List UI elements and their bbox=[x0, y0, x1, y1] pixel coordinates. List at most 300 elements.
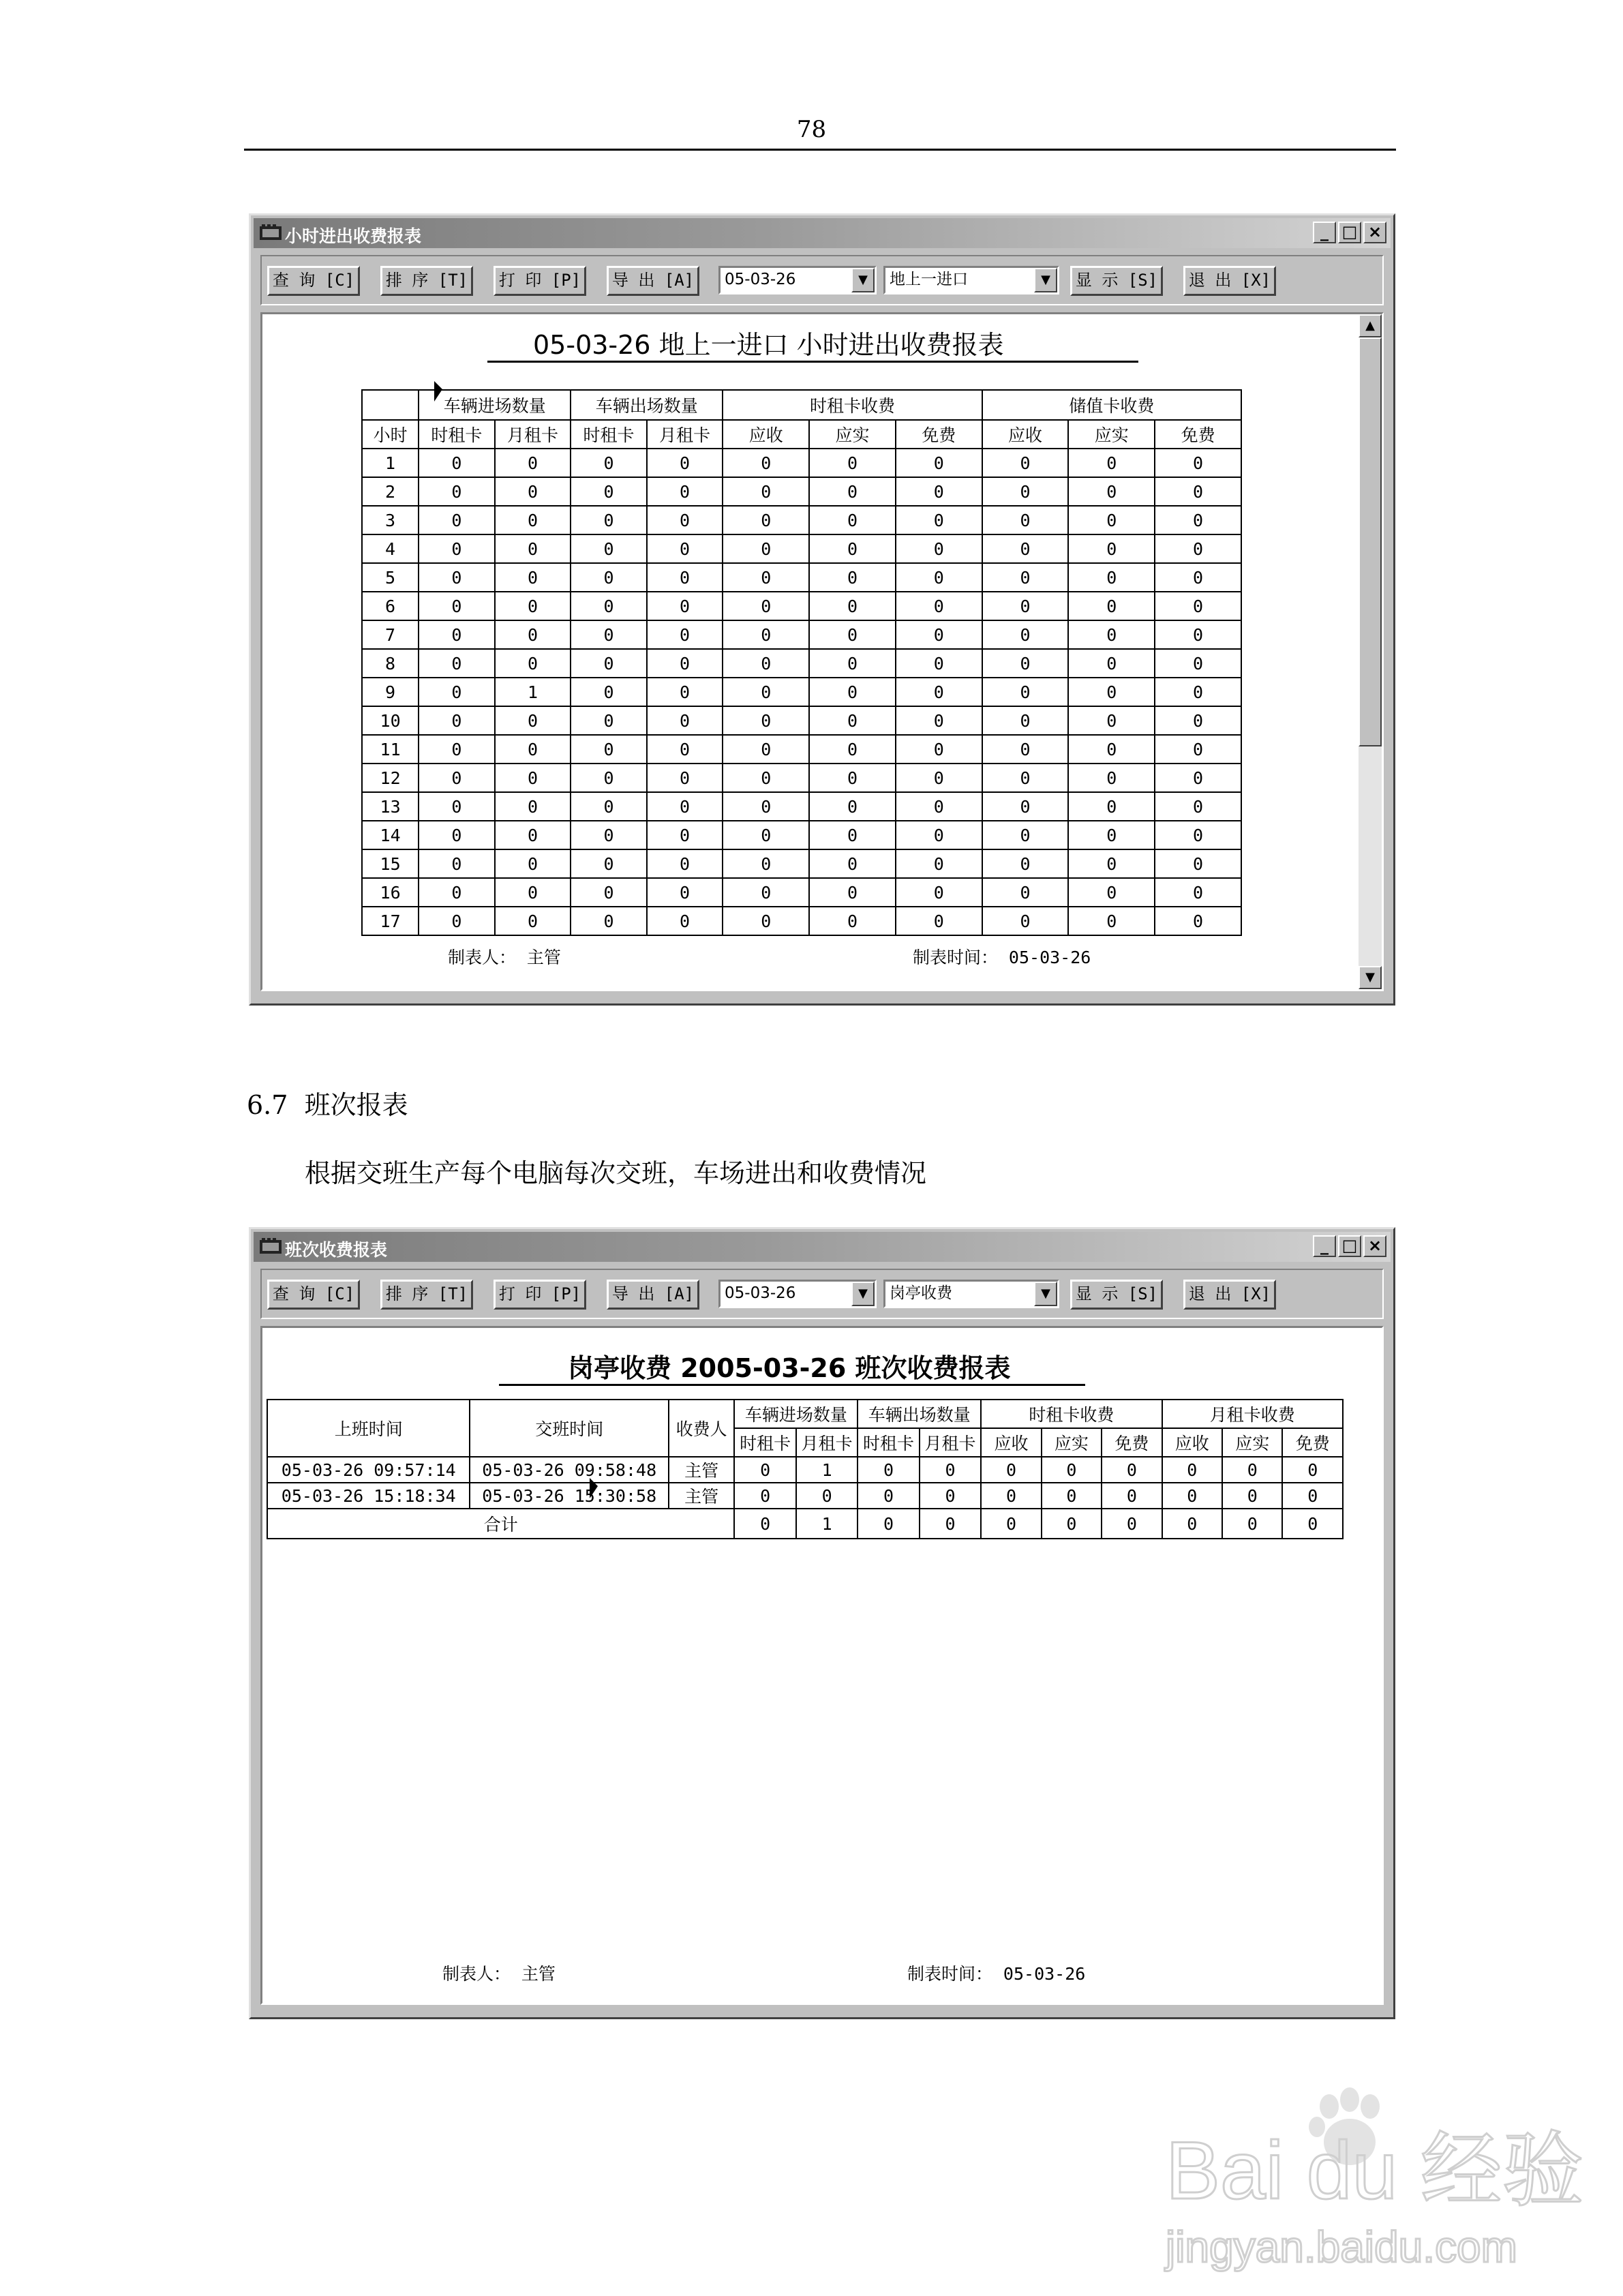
page-number: 78 bbox=[796, 116, 827, 143]
value-cell: 0 bbox=[809, 449, 896, 477]
value-cell: 0 bbox=[419, 821, 495, 849]
group-header: 储值卡收费 bbox=[982, 390, 1241, 420]
maker-footer bbox=[448, 944, 561, 969]
report-title: 岗亭收费 2005-03-26 班次收费报表 bbox=[568, 1353, 1011, 1383]
value-cell: 0 bbox=[647, 506, 723, 534]
value-cell: 0 bbox=[1068, 792, 1155, 821]
dropdown-arrow-icon[interactable]: ▼ bbox=[851, 1282, 875, 1306]
value-cell: 0 bbox=[495, 563, 571, 592]
value-cell: 0 bbox=[647, 678, 723, 706]
start-time-cell: 05-03-26 15:18:34 bbox=[267, 1483, 470, 1509]
sub-header: 月租卡 bbox=[495, 420, 571, 449]
time-value: 05-03-26 bbox=[1008, 948, 1091, 967]
toolbar bbox=[260, 1269, 1384, 1319]
value-cell: 0 bbox=[647, 563, 723, 592]
window-title: 小时进出收费报表 bbox=[285, 226, 422, 246]
header-rule bbox=[244, 149, 1396, 151]
title-bar[interactable] bbox=[254, 218, 1391, 248]
value-cell: 0 bbox=[495, 792, 571, 821]
value-cell: 0 bbox=[858, 1457, 919, 1483]
value-cell: 0 bbox=[1068, 878, 1155, 907]
value-cell: 0 bbox=[495, 735, 571, 764]
value-cell: 0 bbox=[896, 477, 982, 506]
time-footer bbox=[913, 944, 1091, 969]
value-cell: 0 bbox=[571, 764, 647, 792]
vertical-scrollbar[interactable] bbox=[1359, 314, 1382, 989]
value-cell: 0 bbox=[1102, 1457, 1162, 1483]
display-button[interactable]: 显 示 [S] bbox=[1070, 1280, 1163, 1310]
mouse-cursor-icon bbox=[590, 1478, 598, 1498]
location-select-value: 地上一进口 bbox=[890, 271, 968, 288]
sub-header: 小时 bbox=[362, 420, 419, 449]
value-cell: 0 bbox=[1155, 449, 1241, 477]
value-cell: 0 bbox=[1068, 907, 1155, 935]
exit-button[interactable]: 退 出 [X] bbox=[1183, 266, 1276, 296]
group-header: 车辆出场数量 bbox=[858, 1400, 981, 1428]
query-button[interactable]: 查 询 [C] bbox=[267, 1280, 360, 1310]
value-cell: 0 bbox=[419, 563, 495, 592]
value-cell: 0 bbox=[809, 592, 896, 620]
value-cell: 0 bbox=[1068, 620, 1155, 649]
film-app-icon bbox=[259, 1237, 282, 1256]
maker-value: 主管 bbox=[521, 1964, 556, 1984]
value-cell: 0 bbox=[1282, 1483, 1343, 1509]
value-cell: 0 bbox=[896, 907, 982, 935]
value-cell: 0 bbox=[571, 620, 647, 649]
value-cell: 0 bbox=[982, 449, 1069, 477]
value-cell: 0 bbox=[809, 878, 896, 907]
date-select-value: 05-03-26 bbox=[725, 1284, 796, 1302]
scroll-thumb[interactable] bbox=[1359, 337, 1382, 746]
date-select[interactable] bbox=[718, 266, 877, 294]
value-cell: 0 bbox=[419, 878, 495, 907]
column-header: 收费人 bbox=[669, 1400, 734, 1457]
corner-cell bbox=[362, 390, 419, 420]
scroll-down-icon[interactable]: ▼ bbox=[1359, 966, 1382, 989]
value-cell: 0 bbox=[723, 907, 809, 935]
value-cell: 0 bbox=[982, 592, 1069, 620]
film-app-icon bbox=[259, 224, 282, 243]
value-cell: 0 bbox=[982, 878, 1069, 907]
value-cell: 0 bbox=[982, 764, 1069, 792]
group-header: 月租卡收费 bbox=[1162, 1400, 1343, 1428]
table-row bbox=[267, 1483, 1343, 1509]
total-value-cell: 0 bbox=[920, 1509, 981, 1539]
group-header: 时租卡收费 bbox=[981, 1400, 1162, 1428]
value-cell: 0 bbox=[982, 706, 1069, 735]
value-cell: 0 bbox=[896, 649, 982, 678]
table-row bbox=[362, 506, 1241, 534]
sub-header: 应收 bbox=[982, 420, 1069, 449]
table-row bbox=[362, 592, 1241, 620]
value-cell: 0 bbox=[982, 792, 1069, 821]
location-select-value: 岗亭收费 bbox=[890, 1284, 952, 1302]
value-cell: 0 bbox=[982, 620, 1069, 649]
value-cell: 0 bbox=[809, 678, 896, 706]
value-cell: 0 bbox=[571, 563, 647, 592]
value-cell: 0 bbox=[495, 706, 571, 735]
value-cell: 0 bbox=[571, 849, 647, 878]
sub-header: 应收 bbox=[981, 1428, 1041, 1457]
value-cell: 0 bbox=[723, 449, 809, 477]
sub-header: 免费 bbox=[1155, 420, 1241, 449]
hour-cell: 14 bbox=[362, 821, 419, 849]
print-button[interactable]: 打 印 [P] bbox=[494, 266, 586, 296]
value-cell: 0 bbox=[1155, 821, 1241, 849]
value-cell: 0 bbox=[419, 477, 495, 506]
value-cell: 0 bbox=[896, 735, 982, 764]
hour-cell: 13 bbox=[362, 792, 419, 821]
value-cell: 0 bbox=[647, 735, 723, 764]
title-underline bbox=[487, 361, 1138, 363]
table-row bbox=[362, 563, 1241, 592]
hour-cell: 15 bbox=[362, 849, 419, 878]
total-value-cell: 0 bbox=[1102, 1509, 1162, 1539]
table-row bbox=[362, 649, 1241, 678]
sub-header: 月租卡 bbox=[920, 1428, 981, 1457]
value-cell: 0 bbox=[896, 849, 982, 878]
value-cell: 0 bbox=[1068, 849, 1155, 878]
value-cell: 0 bbox=[723, 649, 809, 678]
group-header: 车辆进场数量 bbox=[419, 390, 571, 420]
value-cell: 0 bbox=[495, 506, 571, 534]
column-header: 交班时间 bbox=[470, 1400, 668, 1457]
hour-cell: 1 bbox=[362, 449, 419, 477]
value-cell: 0 bbox=[1222, 1457, 1282, 1483]
window-title: 班次收费报表 bbox=[285, 1240, 388, 1260]
value-cell: 0 bbox=[1155, 620, 1241, 649]
value-cell: 0 bbox=[982, 678, 1069, 706]
display-button[interactable]: 显 示 [S] bbox=[1070, 266, 1163, 296]
print-button[interactable]: 打 印 [P] bbox=[494, 1280, 586, 1310]
export-button[interactable]: 导 出 [A] bbox=[607, 1280, 699, 1310]
table-row bbox=[267, 1457, 1343, 1483]
value-cell: 0 bbox=[495, 449, 571, 477]
value-cell: 0 bbox=[647, 792, 723, 821]
value-cell: 0 bbox=[495, 477, 571, 506]
dropdown-arrow-icon[interactable]: ▼ bbox=[851, 268, 875, 292]
value-cell: 0 bbox=[1222, 1483, 1282, 1509]
title-bar[interactable] bbox=[254, 1232, 1391, 1262]
value-cell: 0 bbox=[419, 506, 495, 534]
hour-cell: 7 bbox=[362, 620, 419, 649]
dropdown-arrow-icon[interactable]: ▼ bbox=[1034, 1282, 1057, 1306]
hour-cell: 9 bbox=[362, 678, 419, 706]
value-cell: 0 bbox=[1155, 706, 1241, 735]
total-value-cell: 1 bbox=[796, 1509, 858, 1539]
value-cell: 0 bbox=[723, 764, 809, 792]
value-cell: 0 bbox=[809, 792, 896, 821]
value-cell: 0 bbox=[647, 849, 723, 878]
value-cell: 0 bbox=[1042, 1483, 1102, 1509]
value-cell: 0 bbox=[1155, 678, 1241, 706]
shift-table bbox=[267, 1399, 1344, 1539]
value-cell: 0 bbox=[495, 764, 571, 792]
table-row bbox=[362, 764, 1241, 792]
value-cell: 0 bbox=[723, 792, 809, 821]
close-button[interactable]: × bbox=[1363, 222, 1386, 243]
value-cell: 0 bbox=[1282, 1457, 1343, 1483]
value-cell: 0 bbox=[1155, 477, 1241, 506]
value-cell: 0 bbox=[571, 592, 647, 620]
total-label: 合计 bbox=[267, 1509, 734, 1539]
toolbar bbox=[260, 255, 1384, 305]
value-cell: 0 bbox=[419, 592, 495, 620]
sub-header: 时租卡 bbox=[734, 1428, 795, 1457]
hour-cell: 2 bbox=[362, 477, 419, 506]
value-cell: 0 bbox=[647, 821, 723, 849]
section-heading bbox=[247, 1084, 408, 1121]
value-cell: 0 bbox=[1162, 1457, 1222, 1483]
value-cell: 0 bbox=[419, 849, 495, 878]
value-cell: 0 bbox=[571, 534, 647, 563]
value-cell: 0 bbox=[571, 477, 647, 506]
value-cell: 0 bbox=[495, 534, 571, 563]
value-cell: 0 bbox=[419, 678, 495, 706]
value-cell: 0 bbox=[1068, 592, 1155, 620]
value-cell: 0 bbox=[896, 534, 982, 563]
value-cell: 0 bbox=[734, 1457, 795, 1483]
value-cell: 0 bbox=[896, 878, 982, 907]
value-cell: 0 bbox=[723, 534, 809, 563]
date-select[interactable] bbox=[718, 1280, 877, 1308]
value-cell: 0 bbox=[1068, 449, 1155, 477]
value-cell: 0 bbox=[809, 506, 896, 534]
sub-header: 应实 bbox=[809, 420, 896, 449]
value-cell: 0 bbox=[723, 878, 809, 907]
watermark-url: jingyan.baidu.com bbox=[1166, 2222, 1517, 2271]
value-cell: 0 bbox=[1162, 1483, 1222, 1509]
maximize-button[interactable]: □ bbox=[1338, 222, 1361, 243]
sub-header: 时租卡 bbox=[571, 420, 647, 449]
value-cell: 0 bbox=[419, 620, 495, 649]
value-cell: 0 bbox=[809, 620, 896, 649]
value-cell: 0 bbox=[419, 907, 495, 935]
date-select-value: 05-03-26 bbox=[725, 271, 796, 288]
table-row bbox=[362, 792, 1241, 821]
value-cell: 0 bbox=[647, 764, 723, 792]
value-cell: 0 bbox=[647, 878, 723, 907]
sub-header: 应收 bbox=[1162, 1428, 1222, 1457]
total-value-cell: 0 bbox=[981, 1509, 1041, 1539]
value-cell: 0 bbox=[419, 534, 495, 563]
location-select[interactable] bbox=[883, 266, 1059, 294]
sub-header: 月租卡 bbox=[796, 1428, 858, 1457]
section-description: 根据交班生产每个电脑每次交班，车场进出和收费情况 bbox=[305, 1158, 927, 1188]
value-cell: 0 bbox=[571, 678, 647, 706]
value-cell: 0 bbox=[809, 534, 896, 563]
value-cell: 0 bbox=[809, 821, 896, 849]
value-cell: 0 bbox=[982, 563, 1069, 592]
value-cell: 0 bbox=[809, 735, 896, 764]
table-row bbox=[362, 620, 1241, 649]
sub-header: 时租卡 bbox=[858, 1428, 919, 1457]
table-row bbox=[362, 706, 1241, 735]
value-cell: 0 bbox=[647, 706, 723, 735]
value-cell: 0 bbox=[419, 764, 495, 792]
value-cell: 0 bbox=[723, 678, 809, 706]
handover-time-cell: 05-03-26 15:30:58 bbox=[470, 1483, 668, 1509]
section-number: 6.7 bbox=[247, 1090, 288, 1120]
value-cell: 0 bbox=[1068, 563, 1155, 592]
shift-report-window bbox=[249, 1227, 1395, 2019]
hour-cell: 10 bbox=[362, 706, 419, 735]
sub-header: 免费 bbox=[896, 420, 982, 449]
value-cell: 0 bbox=[723, 849, 809, 878]
value-cell: 0 bbox=[896, 706, 982, 735]
value-cell: 0 bbox=[571, 821, 647, 849]
value-cell: 0 bbox=[809, 849, 896, 878]
value-cell: 1 bbox=[796, 1457, 858, 1483]
value-cell: 0 bbox=[809, 764, 896, 792]
value-cell: 0 bbox=[1068, 821, 1155, 849]
value-cell: 0 bbox=[419, 735, 495, 764]
column-header: 上班时间 bbox=[267, 1400, 470, 1457]
value-cell: 0 bbox=[809, 907, 896, 935]
value-cell: 0 bbox=[1155, 735, 1241, 764]
value-cell: 0 bbox=[1155, 907, 1241, 935]
value-cell: 0 bbox=[858, 1483, 919, 1509]
value-cell: 0 bbox=[809, 706, 896, 735]
hour-cell: 3 bbox=[362, 506, 419, 534]
time-value: 05-03-26 bbox=[1003, 1964, 1086, 1984]
value-cell: 0 bbox=[723, 706, 809, 735]
maximize-button[interactable]: □ bbox=[1338, 1235, 1361, 1257]
value-cell: 0 bbox=[1068, 534, 1155, 563]
total-value-cell: 0 bbox=[1282, 1509, 1343, 1539]
value-cell: 0 bbox=[723, 477, 809, 506]
report-title: 05-03-26 地上一进口 小时进出收费报表 bbox=[533, 330, 1004, 360]
query-button[interactable]: 查 询 [C] bbox=[267, 266, 360, 296]
hour-cell: 5 bbox=[362, 563, 419, 592]
value-cell: 0 bbox=[920, 1483, 981, 1509]
value-cell: 0 bbox=[896, 678, 982, 706]
value-cell: 0 bbox=[419, 449, 495, 477]
watermark-brand: Bai du 经验 bbox=[1166, 2125, 1584, 2216]
collector-cell: 主管 bbox=[669, 1483, 734, 1509]
table-row bbox=[362, 477, 1241, 506]
value-cell: 0 bbox=[1155, 649, 1241, 678]
table-row bbox=[362, 821, 1241, 849]
mouse-cursor-icon bbox=[434, 381, 442, 402]
hour-cell: 11 bbox=[362, 735, 419, 764]
value-cell: 0 bbox=[419, 649, 495, 678]
value-cell: 0 bbox=[896, 764, 982, 792]
value-cell: 0 bbox=[723, 735, 809, 764]
time-label: 制表时间： bbox=[907, 1964, 993, 1984]
table-row bbox=[362, 735, 1241, 764]
value-cell: 0 bbox=[1102, 1483, 1162, 1509]
table-row bbox=[362, 534, 1241, 563]
value-cell: 0 bbox=[982, 735, 1069, 764]
value-cell: 0 bbox=[495, 907, 571, 935]
title-underline bbox=[499, 1384, 1085, 1386]
hourly-table bbox=[361, 389, 1242, 936]
value-cell: 0 bbox=[495, 821, 571, 849]
sort-button[interactable]: 排 序 [T] bbox=[380, 1280, 473, 1310]
value-cell: 0 bbox=[809, 477, 896, 506]
sub-header: 应实 bbox=[1042, 1428, 1102, 1457]
minimize-button[interactable]: _ bbox=[1313, 1235, 1336, 1257]
value-cell: 0 bbox=[571, 706, 647, 735]
minimize-button[interactable]: _ bbox=[1313, 222, 1336, 243]
value-cell: 0 bbox=[1155, 878, 1241, 907]
value-cell: 0 bbox=[1155, 764, 1241, 792]
value-cell: 0 bbox=[896, 449, 982, 477]
scroll-up-icon[interactable]: ▲ bbox=[1359, 314, 1382, 337]
value-cell: 0 bbox=[982, 477, 1069, 506]
value-cell: 0 bbox=[571, 792, 647, 821]
value-cell: 0 bbox=[1155, 506, 1241, 534]
value-cell: 0 bbox=[571, 735, 647, 764]
value-cell: 0 bbox=[495, 878, 571, 907]
group-header: 时租卡收费 bbox=[723, 390, 982, 420]
sub-header: 应收 bbox=[723, 420, 809, 449]
maker-label: 制表人： bbox=[442, 1964, 511, 1984]
time-label: 制表时间： bbox=[913, 948, 999, 967]
export-button[interactable]: 导 出 [A] bbox=[607, 266, 699, 296]
value-cell: 0 bbox=[647, 907, 723, 935]
value-cell: 0 bbox=[419, 706, 495, 735]
value-cell: 0 bbox=[1155, 534, 1241, 563]
value-cell: 0 bbox=[495, 849, 571, 878]
value-cell: 0 bbox=[723, 506, 809, 534]
value-cell: 0 bbox=[723, 592, 809, 620]
value-cell: 0 bbox=[920, 1457, 981, 1483]
hour-cell: 12 bbox=[362, 764, 419, 792]
value-cell: 0 bbox=[1155, 563, 1241, 592]
value-cell: 0 bbox=[647, 620, 723, 649]
group-header: 车辆进场数量 bbox=[734, 1400, 858, 1428]
hour-cell: 8 bbox=[362, 649, 419, 678]
value-cell: 0 bbox=[982, 849, 1069, 878]
value-cell: 0 bbox=[723, 620, 809, 649]
value-cell: 0 bbox=[734, 1483, 795, 1509]
exit-button[interactable]: 退 出 [X] bbox=[1183, 1280, 1276, 1310]
value-cell: 0 bbox=[1068, 477, 1155, 506]
value-cell: 0 bbox=[571, 506, 647, 534]
value-cell: 0 bbox=[1155, 792, 1241, 821]
total-value-cell: 0 bbox=[734, 1509, 795, 1539]
sub-header: 免费 bbox=[1102, 1428, 1162, 1457]
close-button[interactable]: × bbox=[1363, 1235, 1386, 1257]
total-value-cell: 0 bbox=[1042, 1509, 1102, 1539]
location-select[interactable] bbox=[883, 1280, 1059, 1308]
value-cell: 0 bbox=[495, 620, 571, 649]
value-cell: 0 bbox=[809, 563, 896, 592]
sub-header: 应实 bbox=[1222, 1428, 1282, 1457]
value-cell: 0 bbox=[896, 620, 982, 649]
value-cell: 0 bbox=[647, 534, 723, 563]
value-cell: 0 bbox=[1068, 764, 1155, 792]
handover-time-cell: 05-03-26 09:58:48 bbox=[470, 1457, 668, 1483]
sort-button[interactable]: 排 序 [T] bbox=[380, 266, 473, 296]
value-cell: 0 bbox=[647, 449, 723, 477]
value-cell: 0 bbox=[1155, 592, 1241, 620]
value-cell: 0 bbox=[723, 563, 809, 592]
sub-header: 应实 bbox=[1068, 420, 1155, 449]
dropdown-arrow-icon[interactable]: ▼ bbox=[1034, 268, 1057, 292]
table-row bbox=[362, 878, 1241, 907]
table-row bbox=[362, 907, 1241, 935]
value-cell: 1 bbox=[495, 678, 571, 706]
sub-header: 时租卡 bbox=[419, 420, 495, 449]
total-value-cell: 0 bbox=[858, 1509, 919, 1539]
start-time-cell: 05-03-26 09:57:14 bbox=[267, 1457, 470, 1483]
sub-header: 免费 bbox=[1282, 1428, 1343, 1457]
value-cell: 0 bbox=[981, 1483, 1041, 1509]
value-cell: 0 bbox=[571, 449, 647, 477]
